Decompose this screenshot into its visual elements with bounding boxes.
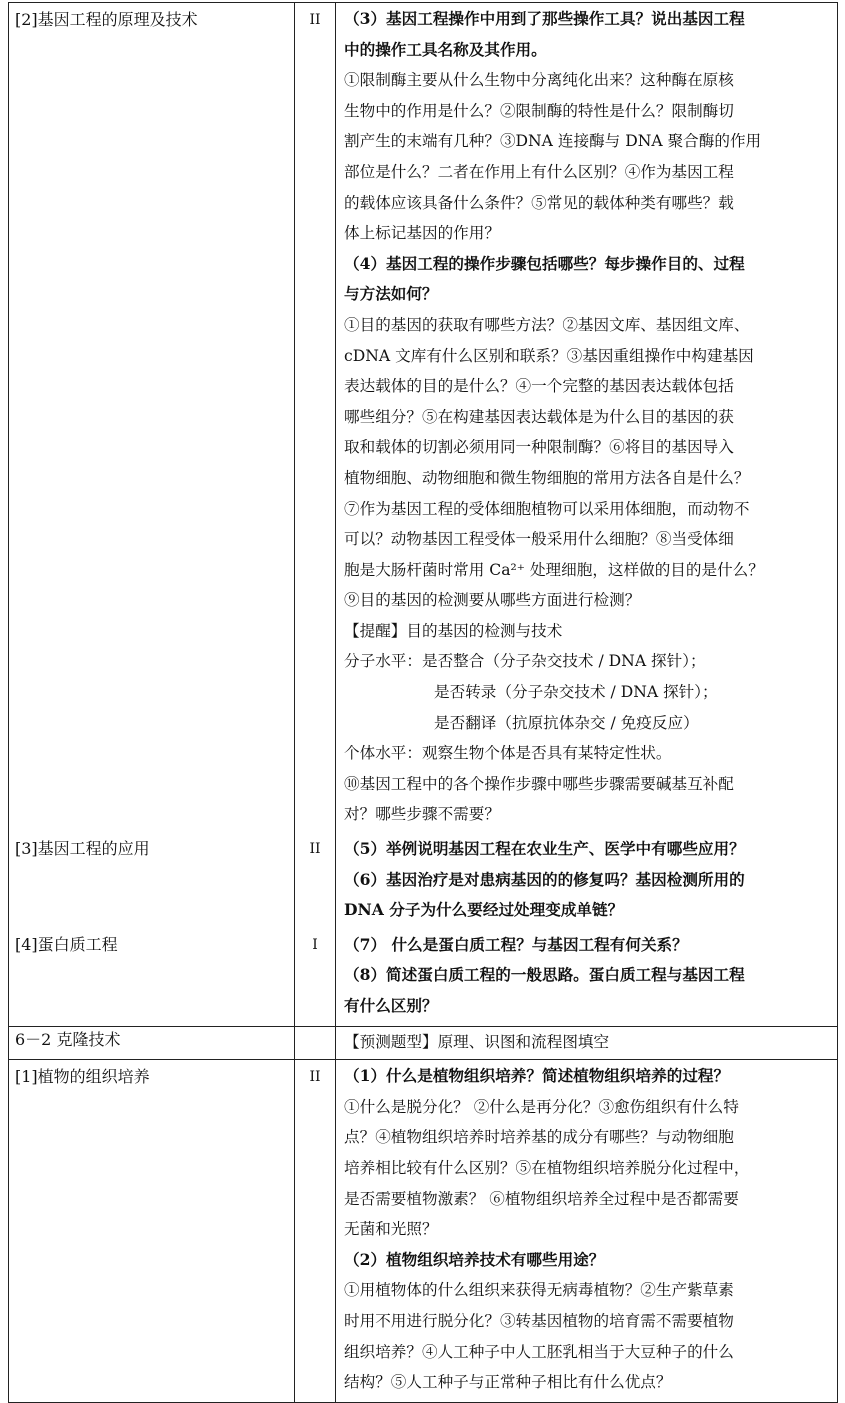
question-heading: （6）基因治疗是对患病基因的的修复吗？基因检测所用的 [344, 869, 745, 889]
content-line: cDNA 文库有什么区别和联系？③基因重组操作中构建基因 [344, 346, 754, 365]
content-block [336, 3, 837, 834]
content-line: 是否转录（分子杂交技术 / DNA 探针）； [434, 683, 718, 702]
content-line: 取和载体的切割必须用同一种限制酶？⑥将目的基因导入 [344, 438, 734, 457]
content-line: 对？哪些步骤不需要？ [344, 805, 500, 824]
topic-cell [9, 1026, 295, 1060]
level-label: II [309, 841, 321, 858]
content-line: 生物中的作用是什么？②限制酶的特性是什么？限制酶切 [344, 101, 734, 120]
level-label: II [309, 12, 321, 28]
table-row [9, 3, 838, 835]
content-line: ①限制酶主要从什么生物中分离纯化出来？这种酶在原核 [344, 71, 734, 90]
outline-table [8, 2, 838, 1403]
topic-cell [9, 3, 295, 835]
topic-cell [9, 834, 295, 930]
question-heading: （4）基因工程的操作步骤包括哪些？每步操作目的、过程 [344, 253, 745, 273]
content-block [336, 1027, 837, 1060]
content-line: 表达载体的目的是什么？④一个完整的基因表达载体包括 [344, 377, 734, 396]
question-heading: DNA 分子为什么要经过处理变成单链？ [344, 900, 624, 920]
content-line: 点？④植物组织培养时培养基的成分有哪些？与动物细胞 [344, 1128, 734, 1147]
content-line: ⑨目的基因的检测要从哪些方面进行检测？ [344, 591, 641, 610]
content-line: 割产生的末端有几种？③DNA 连接酶与 DNA 聚合酶的作用 [344, 132, 762, 151]
content-line: 体上标记基因的作用？ [344, 224, 500, 243]
content-line: 【提醒】目的基因的检测与技术 [344, 621, 563, 640]
level-cell [295, 1060, 336, 1403]
topic-cell [9, 1060, 295, 1403]
content-line: 分子水平：是否整合（分子杂交技术 / DNA 探针）； [344, 652, 706, 671]
content-line: ①用植物体的什么组织来获得无病毒植物？②生产紫草素 [344, 1281, 734, 1300]
table-row [9, 834, 838, 930]
content-line: 结构？⑤人工种子与正常种子相比有什么优点？ [344, 1373, 672, 1392]
content-line: 部位是什么？二者在作用上有什么区别？④作为基因工程 [344, 162, 734, 181]
question-heading: （5）举例说明基因工程在农业生产、医学中有哪些应用？ [344, 839, 745, 859]
table-row [9, 1026, 838, 1060]
question-heading: 与方法如何？ [344, 284, 438, 304]
content-line: 是否需要植物激素？ ⑥植物组织培养全过程中是否都需要 [344, 1189, 739, 1208]
topic-label: [4]蛋白质工程 [15, 934, 118, 954]
content-line: 胞是大肠杆菌时常用 Ca²⁺ 处理细胞，这样做的目的是什么？ [344, 560, 764, 579]
table-row [9, 1060, 838, 1403]
table-row [9, 930, 838, 1026]
level-label [295, 1027, 335, 1029]
content-block [336, 834, 837, 930]
topic-label: [1]植物的组织培养 [15, 1067, 150, 1087]
content-line: ⑩基因工程中的各个操作步骤中哪些步骤需要碱基互补配 [344, 774, 734, 793]
content-line: 的载体应该具备什么条件？⑤常见的载体种类有哪些？载 [344, 193, 734, 212]
content-line: 可以？动物基因工程受体一般采用什么细胞？⑧当受体细 [344, 530, 734, 549]
content-line: ⑦作为基因工程的受体细胞植物可以采用体细胞，而动物不 [344, 499, 750, 518]
level-cell [295, 1026, 336, 1060]
topic-label: 6－2 克隆技术 [15, 1029, 121, 1049]
content-block [336, 1060, 837, 1402]
content-cell [336, 1026, 838, 1060]
question-heading: 中的操作工具名称及其作用。 [344, 39, 547, 59]
content-line: 个体水平：观察生物个体是否具有某特定性状。 [344, 744, 672, 763]
content-line: 时用不用进行脱分化？③转基因植物的培育需不需要植物 [344, 1311, 734, 1330]
level-cell [295, 930, 336, 1026]
question-heading: （8）简述蛋白质工程的一般思路。蛋白质工程与基因工程 [344, 965, 745, 985]
content-line: 组织培养？④人工种子中人工胚乳相当于大豆种子的什么 [344, 1342, 734, 1361]
content-line: ①什么是脱分化？ ②什么是再分化？③愈伤组织有什么特 [344, 1097, 739, 1116]
content-line: 无菌和光照？ [344, 1220, 438, 1239]
content-block [336, 930, 837, 1026]
topic-label: [3]基因工程的应用 [15, 839, 150, 859]
content-line: 【预测题型】原理、识图和流程图填空 [344, 1032, 610, 1051]
question-heading: （3）基因工程操作中用到了那些操作工具？说出基因工程 [344, 9, 745, 28]
content-line: 植物细胞、动物细胞和微生物细胞的常用方法各自是什么？ [344, 468, 750, 487]
content-cell [336, 834, 838, 930]
content-line: 是否翻译（抗原抗体杂交 / 免疫反应） [434, 713, 699, 732]
content-cell [336, 930, 838, 1026]
level-label: I [312, 936, 318, 953]
question-heading: 有什么区别？ [344, 996, 438, 1015]
content-cell [336, 1060, 838, 1403]
level-cell [295, 834, 336, 930]
content-cell [336, 3, 838, 835]
level-cell [295, 3, 336, 835]
table-body [9, 3, 838, 1403]
question-heading: （1）什么是植物组织培养？简述植物组织培养的过程？ [344, 1066, 730, 1086]
question-heading: （2）植物组织培养技术有哪些用途？ [344, 1249, 605, 1269]
question-heading: （7） 什么是蛋白质工程？与基因工程有何关系？ [344, 934, 688, 954]
content-line: 培养相比较有什么区别？⑤在植物组织培养脱分化过程中， [344, 1158, 750, 1177]
content-line: ①目的基因的获取有哪些方法？②基因文库、基因组文库、 [344, 315, 750, 334]
content-line: 哪些组分？⑤在构建基因表达载体是为什么目的基因的获 [344, 407, 734, 426]
level-label: II [309, 1069, 321, 1086]
topic-cell [9, 930, 295, 1026]
topic-label: [2]基因工程的原理及技术 [15, 10, 198, 29]
